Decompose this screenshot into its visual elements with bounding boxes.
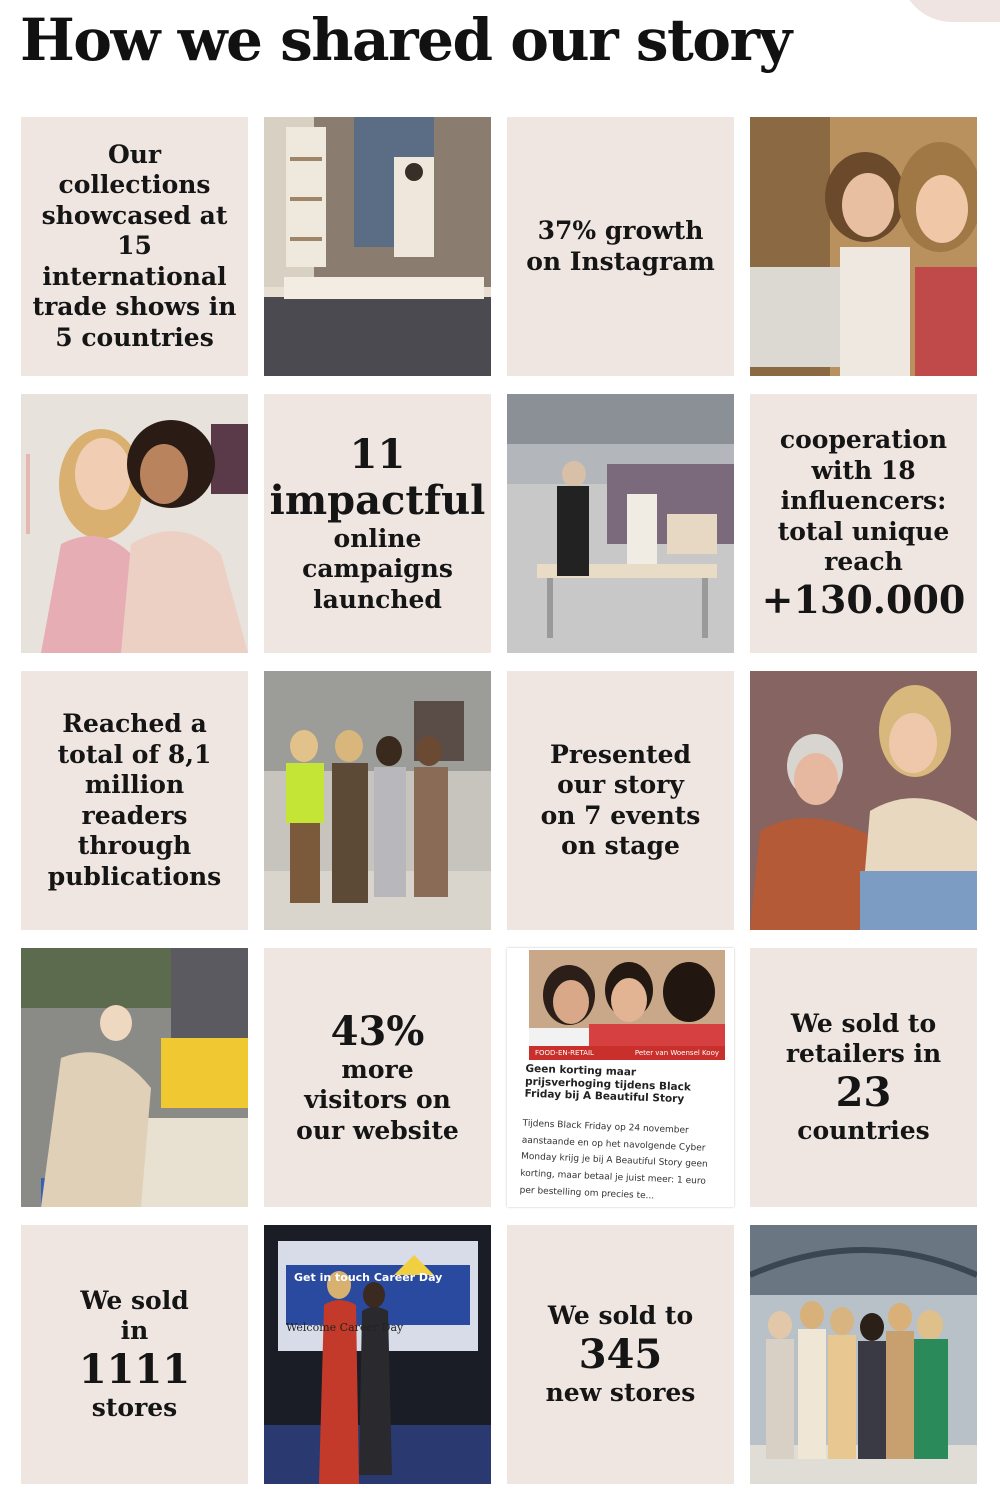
career-day-stage-photo [264,1225,491,1484]
online-campaigns-tile: 11 impactful online campaigns launched [264,394,491,653]
article-photo [529,950,725,1046]
stats-grid [21,117,977,1484]
events-tile: Presented our story on 7 events on stage [507,671,734,930]
article-headline: Geen korting maar prijsverhoging tijdens Black Friday bij A Beautiful Story [524,1062,692,1106]
article-section-bar: FOOD-EN-RETAIL Peter van Woensel Kooy [529,1046,725,1060]
trade-shows-tile: Our collections showcased at 15 international trade shows in 5 countries [21,117,248,376]
fair-stand-photo [507,394,734,653]
retailers-countries-tile: We sold to retailers in 23 countries [750,948,977,1207]
selfie-photo [750,117,977,376]
new-stores-tile: We sold to 345 new stores [507,1225,734,1484]
article-body: Tijdens Black Friday op 24 november aanstaande en op het navolgende Cyber Monday krijg je bij A Beautiful Story geen korting, maar betaal je juist meer: 1 euro per bestelling om precies te... [519,1118,708,1202]
two-women-hugging-photo [21,394,248,653]
stores-tile: We sold in 1111 stores [21,1225,248,1484]
packing-orders-photo [21,948,248,1207]
two-women-portrait-photo [750,671,977,930]
career-day-banner: Get in touch Career Day [294,1271,443,1284]
team-group-photo [750,1225,977,1484]
trade-show-booth-photo [264,117,491,376]
corner-decoration [900,0,1000,22]
instagram-growth-tile: 37% growth on Instagram [507,117,734,376]
news-article-clipping [507,948,734,1207]
readers-tile: Reached a total of 8,1 million readers through publications [21,671,248,930]
team-at-stand-photo [264,671,491,930]
career-day-subtitle: Welcome Career Day [286,1321,404,1334]
website-visitors-tile: 43% more visitors on our website [264,948,491,1207]
influencers-tile: cooperation with 18 influencers: total unique reach +130.000 [750,394,977,653]
page-title: How we shared our story [20,6,791,74]
